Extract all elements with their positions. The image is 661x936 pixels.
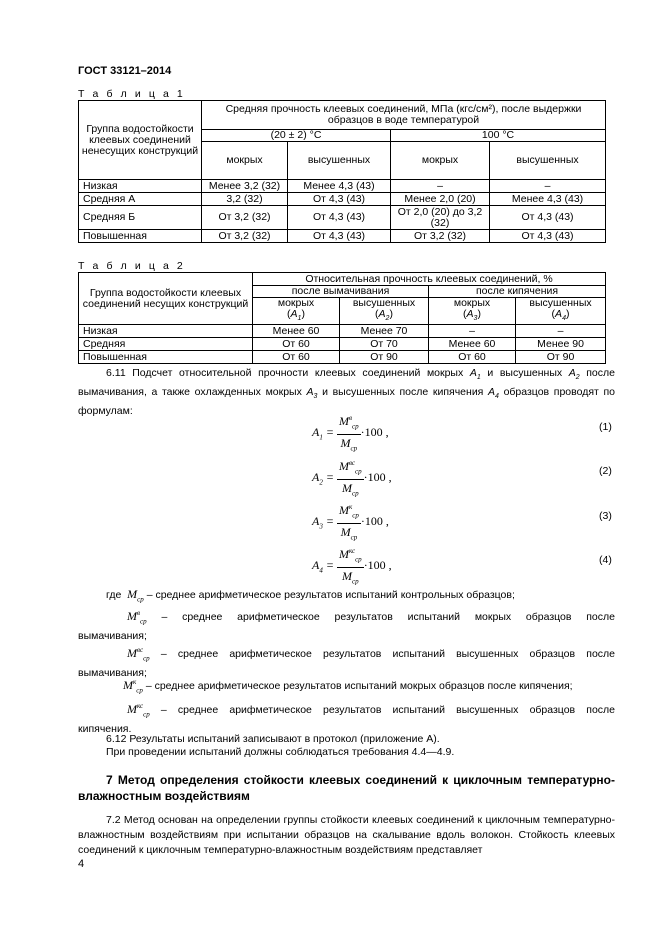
table-cell: 3,2 (32) bbox=[202, 193, 288, 206]
table-cell: От 90 bbox=[340, 351, 429, 364]
table-cell: От 60 bbox=[253, 351, 340, 364]
table-row bbox=[79, 180, 606, 193]
section-7-heading: 7 Метод определения стойкости клеевых соединений к циклочным температурно-влажностным воздействиям bbox=[78, 773, 615, 803]
table2-col-header: мокрых $(A_3)$ bbox=[429, 298, 516, 325]
formula-number: (2) bbox=[599, 465, 612, 477]
page-number: 4 bbox=[78, 858, 85, 870]
table-row bbox=[79, 325, 606, 338]
where-line-3: $M^к_{ср}$ – среднее арифметическое результатов испытаний мокрых образцов после кипячения; bbox=[123, 678, 573, 695]
table-cell: От 3,2 (32) bbox=[202, 206, 288, 230]
table-cell: – bbox=[516, 325, 606, 338]
formula-2: $A_2$ = $\frac{M^{вс}_{ср}}{M_{ср}}$ ·100 , bbox=[312, 455, 392, 502]
table-cell: Менее 2,0 (20) bbox=[391, 193, 490, 206]
where-line-0: где $M_{ср}$ – среднее арифметическое результатов испытаний контрольных образцов; bbox=[106, 587, 515, 604]
formula-1: $A_1$ = $\frac{M^в_{ср}}{M_{ср}}$ ·100 , bbox=[312, 410, 389, 457]
table1-col-header: высушенных bbox=[288, 142, 391, 180]
table-cell: От 4,3 (43) bbox=[288, 193, 391, 206]
table-row bbox=[79, 351, 606, 364]
where-line-2: $M^{вс}_{ср}$ – среднее арифметическое результатов испытаний высушенных образцов после вымачивания; bbox=[78, 646, 615, 680]
table1-main-header: Средняя прочность клеевых соединений, МПа (кгс/см²), после выдержки образцов в воде температурой bbox=[202, 101, 606, 130]
table-cell: От 60 bbox=[253, 338, 340, 351]
table-row bbox=[79, 230, 606, 243]
table-cell: Менее 4,3 (43) bbox=[490, 193, 606, 206]
row-group: Повышенная bbox=[79, 230, 202, 243]
table2-main-header: Относительная прочность клеевых соединений, % bbox=[253, 273, 606, 286]
row-group: Средняя bbox=[79, 338, 253, 351]
table-cell: От 3,2 (32) bbox=[202, 230, 288, 243]
table-cell: От 4,3 (43) bbox=[490, 206, 606, 230]
table1-caption: Т а б л и ц а 1 bbox=[78, 88, 186, 100]
table2-col-header: высушенных $(A_2)$ bbox=[340, 298, 429, 325]
table1-temp-20: (20 ± 2) °С bbox=[202, 130, 391, 142]
paragraph-6-12: 6.12 Результаты испытаний записывают в протокол (приложение А). bbox=[106, 733, 440, 745]
table-cell: Менее 60 bbox=[429, 338, 516, 351]
table-cell: Менее 3,2 (32) bbox=[202, 180, 288, 193]
table-cell: Менее 70 bbox=[340, 325, 429, 338]
table-cell: От 4,3 (43) bbox=[490, 230, 606, 243]
formula-3: $A_3$ = $\frac{M^к_{ср}}{M_{ср}}$ ·100 , bbox=[312, 499, 389, 546]
table1-col-header: мокрых bbox=[202, 142, 288, 180]
table-cell: Менее 4,3 (43) bbox=[288, 180, 391, 193]
table-cell: – bbox=[429, 325, 516, 338]
table-cell: От 90 bbox=[516, 351, 606, 364]
table-row bbox=[79, 193, 606, 206]
row-group: Повышенная bbox=[79, 351, 253, 364]
table-cell: – bbox=[490, 180, 606, 193]
row-group: Средняя А bbox=[79, 193, 202, 206]
table2 bbox=[78, 272, 606, 364]
table-cell: Менее 90 bbox=[516, 338, 606, 351]
table2-col-header: высушенных $(A_4)$ bbox=[516, 298, 606, 325]
row-group: Средняя Б bbox=[79, 206, 202, 230]
table1-col-header: мокрых bbox=[391, 142, 490, 180]
table-cell: От 2,0 (20) до 3,2 (32) bbox=[391, 206, 490, 230]
table-row bbox=[79, 206, 606, 230]
table2-sub-soak: после вымачивания bbox=[253, 286, 429, 298]
table-row bbox=[79, 338, 606, 351]
formula-number: (1) bbox=[599, 421, 612, 433]
table-cell: – bbox=[391, 180, 490, 193]
document-header: ГОСТ 33121–2014 bbox=[78, 65, 172, 77]
paragraph-6-11: 6.11 Подсчет относительной прочности клеевых соединений мокрых $A_1$ и высушенных $A_2$ после вымачивания, а также охлажденных мокрых $A_3$ и высушенных после кипячения $A_4$ образцов проводят по формулам: bbox=[78, 367, 615, 418]
table-cell: От 60 bbox=[429, 351, 516, 364]
table-cell: От 4,3 (43) bbox=[288, 230, 391, 243]
table2-col-header: мокрых $(A_1)$ bbox=[253, 298, 340, 325]
table2-caption: Т а б л и ц а 2 bbox=[78, 260, 186, 272]
table1 bbox=[78, 100, 606, 243]
where-line-1: $M^в_{ср}$ – среднее арифметическое результатов испытаний мокрых образцов после вымачивания; bbox=[78, 609, 615, 643]
table-cell: Менее 60 bbox=[253, 325, 340, 338]
paragraph-7-2: 7.2 Метод основан на определении группы стойкости клеевых соединений к циклочным температурно-влажностным воздействиям при испытании образцов на скалывание вдоль волокон. Стойкость клеевых соединений к циклочным температурно-влажностным воздействиям представляет bbox=[78, 814, 615, 856]
table1-col-header: высушенных bbox=[490, 142, 606, 180]
table1-group-header: Группа водостойкости клеевых соединений ненесущих конструкций bbox=[79, 101, 202, 180]
symbol-m-cp: $M_{ср}$ bbox=[127, 587, 144, 604]
paragraph-6-12-requirements: При проведении испытаний должны соблюдаться требования 4.4—4.9. bbox=[106, 746, 455, 758]
formula-number: (3) bbox=[599, 510, 612, 522]
table2-sub-boil: после кипячения bbox=[429, 286, 606, 298]
table1-temp-100: 100 °С bbox=[391, 130, 606, 142]
table-cell: От 4,3 (43) bbox=[288, 206, 391, 230]
table-cell: От 70 bbox=[340, 338, 429, 351]
table-cell: От 3,2 (32) bbox=[391, 230, 490, 243]
row-group: Низкая bbox=[79, 180, 202, 193]
formula-number: (4) bbox=[599, 554, 612, 566]
formula-4: $A_4$ = $\frac{M^{кс}_{ср}}{M_{ср}}$ ·100 , bbox=[312, 543, 392, 590]
where-line-4: $M^{кс}_{ср}$ – среднее арифметическое результатов испытаний высушенных образцов после кипячения. bbox=[78, 702, 616, 736]
table2-group-header: Группа водостойкости клеевых соединений несущих конструкций bbox=[79, 273, 253, 325]
row-group: Низкая bbox=[79, 325, 253, 338]
